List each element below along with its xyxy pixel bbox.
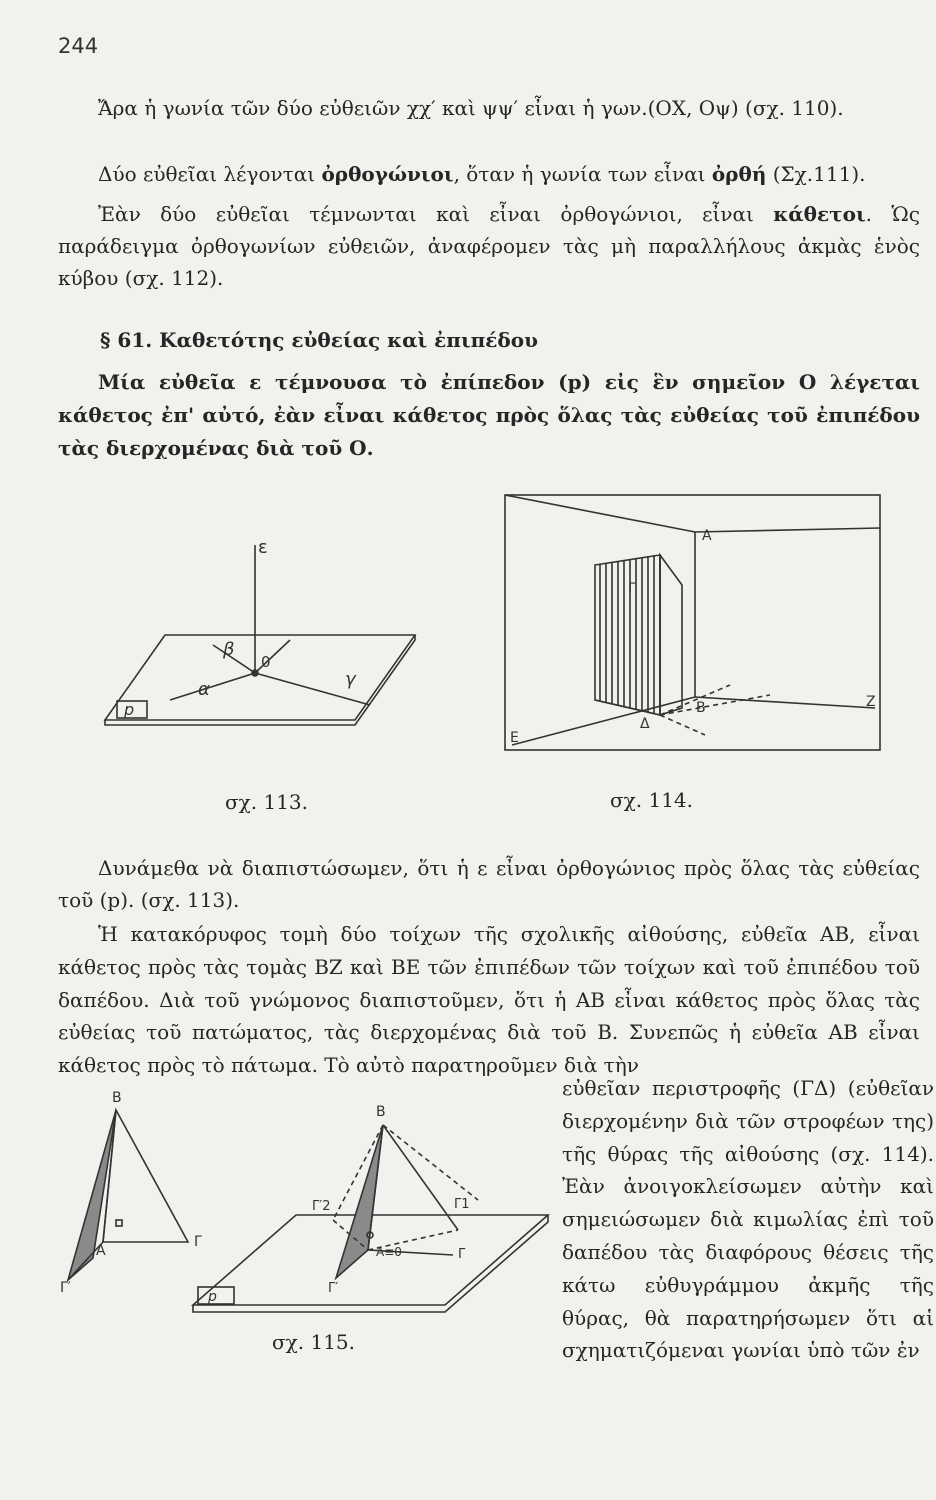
label-o: 0 — [261, 653, 271, 671]
paragraph-door-axis: εὐθεῖαν περιστροφῆς (ΓΔ) (εὐθεῖαν διερχομένην διὰ τῶν στροφέων της) τῆς θύρας τῆς αἰθούσης (σχ. 114). Ἐὰν ἀνοιγοκλείσωμεν αὐτὴν καὶ σημειώσωμεν διὰ κιμωλίας ἐπὶ τοῦ δαπέδου τὰς διαφόρους θέσεις τῆς κάτω εὐθυγράμμου ἀκμῆς τῆς θύρας, θὰ παρατηρήσωμεν ὅτι αἱ σχηματιζόμεναι γωνίαι ὑπὸ τῶν ἐν — [562, 1076, 934, 1363]
label-ao: Α≡0 — [376, 1245, 402, 1259]
edge-bg — [383, 1125, 478, 1200]
text-run: Δύο εὐθεῖαι λέγονται — [98, 162, 322, 186]
theorem-statement: Μία εὐθεῖα ε τέμνουσα τὸ ἐπίπεδον (p) εἰς ἓν σημεῖον Ο λέγεται κάθετος ἐπ' αὐτό, ἐὰν εἶναι κάθετος πρὸς ὅλας τὰς εὐθείας τοῦ ἐπιπέδου τὰς διερχομένας διὰ τοῦ Ο. — [58, 370, 920, 460]
paragraph-angle-conclusion: Ἄρα ἡ γωνία τῶν δύο εὐθειῶν χχ′ καὶ ψψ′ εἶναι ἡ γων.(ΟΧ, Οψ) (σχ. 110). — [98, 96, 844, 120]
label-plane-p: p — [124, 700, 135, 719]
caption-fig114: σχ. 114. — [610, 788, 694, 812]
term-orthogonal: ὀρθογώνιοι — [321, 162, 454, 186]
label-a: Α — [702, 528, 712, 544]
caption-fig115: σχ. 115. — [272, 1330, 356, 1354]
dashed-line — [660, 715, 705, 735]
label-plane-p: p — [208, 1289, 217, 1305]
paragraph-orthogonality-check: Δυνάμεθα νὰ διαπιστώσωμεν, ὅτι ἡ ε εἶναι ὀρθογώνιος πρὸς ὅλας τὰς εὐθείας τοῦ (p). (σχ. 113). — [58, 856, 920, 912]
label-g-right: Γ — [458, 1247, 466, 1262]
label-b: Β — [696, 700, 706, 716]
figure-115 — [58, 1080, 553, 1330]
label-d: Δ — [640, 716, 650, 732]
section-title: § 61. Καθετότης εὐθείας καὶ ἐπιπέδου — [100, 328, 538, 352]
label-b-left: Β — [112, 1090, 122, 1106]
paragraph-classroom-example: Ἡ κατακόρυφος τομὴ δύο τοίχων τῆς σχολικῆς αἰθούσης, εὐθεῖα ΑΒ, εἶναι κάθετος πρὸς τὰς τομὰς ΒΖ καὶ ΒΕ τῶν ἐπιπέδων τῶν τοίχων καὶ τοῦ ἐπιπέδου τοῦ δαπέδου. Διὰ τοῦ γνώμονος διαπιστοῦμεν, ὅτι ἡ ΑΒ εἶναι κάθετος πρὸς ὅλας τὰς εὐθείας τοῦ πατώματος, τὰς διερχομένας διὰ τοῦ Β. Συνεπῶς ἡ εὐθεῖα ΑΒ εἶναι κάθετος πρὸς τὸ πάτωμα. Τὸ αὐτὸ παρατηροῦμεν διὰ τὴν — [58, 922, 920, 1078]
point-o — [252, 670, 258, 676]
figure-113 — [95, 525, 425, 740]
label-g2: Γ′2 — [312, 1199, 331, 1214]
floor-bz — [695, 697, 875, 708]
plane-p-thickness — [105, 635, 415, 725]
frame — [505, 495, 880, 750]
wall-top-right — [695, 528, 880, 532]
label-e: Ε — [510, 730, 519, 746]
label-gp-left: Γ′ — [60, 1280, 71, 1296]
label-b-right: Β — [376, 1104, 386, 1120]
text-run: (Σχ.111). — [766, 162, 866, 186]
paragraph-perpendicular-definition — [58, 198, 920, 294]
text-run: Ἐὰν δύο εὐθεῖαι τέμνωνται καὶ εἶναι ὀρθογώνιοι, εἶναι — [98, 202, 774, 226]
wall-top-left — [505, 495, 695, 532]
door-open — [660, 555, 682, 715]
door-leaf — [595, 555, 660, 715]
text-run: , ὅταν ἡ γωνία των εἶναι — [453, 162, 712, 186]
text-run: . Ὡς παράδειγμα ὀρθογωνίων εὐθειῶν, ἀναφέρομεν τὰς μὴ παραλλήλους ἀκμὰς ἑνὸς κύβου (σχ. 112). — [58, 202, 920, 290]
term-perpendicular: κάθετοι — [773, 202, 866, 226]
figure-114 — [500, 490, 885, 755]
label-alpha: α — [198, 679, 210, 700]
label-a-left: Α — [96, 1243, 106, 1259]
door-base — [595, 700, 660, 715]
page-number: 244 — [58, 34, 99, 58]
right-angle-mark — [116, 1220, 122, 1226]
label-beta: β — [223, 639, 235, 660]
term-right-angle: ὀρθή — [711, 162, 767, 186]
floor-be — [512, 697, 695, 745]
label-g: Γ — [628, 581, 636, 597]
label-gp-right: Γ′ — [328, 1281, 339, 1296]
caption-fig113: σχ. 113. — [225, 790, 309, 814]
label-g1: Γ1 — [454, 1197, 470, 1212]
label-gamma: γ — [345, 669, 356, 690]
line-alpha — [170, 673, 255, 700]
label-epsilon: ε — [258, 537, 268, 558]
label-z: Ζ — [866, 694, 876, 710]
paragraph-orthogonal-definition — [58, 158, 920, 190]
label-g-left: Γ — [194, 1234, 202, 1250]
